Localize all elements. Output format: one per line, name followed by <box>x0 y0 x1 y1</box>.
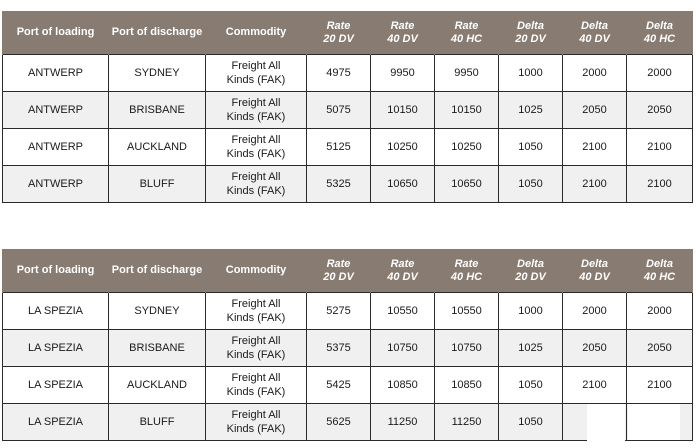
table-row <box>3 129 693 166</box>
cell-delta-20dv: 1050 <box>499 166 563 203</box>
header-commodity: Commodity <box>206 11 307 55</box>
cell-port-of-loading: ANTWERP <box>3 166 109 203</box>
cell-delta-40hc: 2100 <box>627 367 693 404</box>
cell-commodity: Freight All Kinds (FAK) <box>206 367 307 404</box>
cell-delta-40dv: 2050 <box>563 330 627 367</box>
cell-rate-20dv: 5075 <box>307 92 371 129</box>
cell-rate-40hc: 10750 <box>435 330 499 367</box>
cell-rate-20dv: 5425 <box>307 367 371 404</box>
cell-port-of-discharge: BRISBANE <box>109 330 206 367</box>
cell-port-of-discharge: SYDNEY <box>109 55 206 92</box>
cell-rate-40dv: 10250 <box>371 129 435 166</box>
header-port-of-discharge: Port of discharge <box>109 11 206 55</box>
header-port-of-discharge: Port of discharge <box>109 249 206 293</box>
cell-delta-20dv: 1000 <box>499 55 563 92</box>
table-row <box>3 166 693 203</box>
cell-rate-40hc: 10550 <box>435 293 499 330</box>
cell-commodity: Freight All Kinds (FAK) <box>206 404 307 441</box>
cell-rate-40hc: 10650 <box>435 166 499 203</box>
table-header-row <box>3 249 693 293</box>
cell-rate-40dv: 9950 <box>371 55 435 92</box>
cell-rate-40dv: 10750 <box>371 330 435 367</box>
cell-delta-40hc: 2050 <box>627 330 693 367</box>
cell-port-of-discharge: AUCKLAND <box>109 129 206 166</box>
cell-rate-40dv: 10550 <box>371 293 435 330</box>
cell-delta-20dv: 1050 <box>499 367 563 404</box>
cell-delta-20dv: 1000 <box>499 293 563 330</box>
cell-rate-20dv: 5325 <box>307 166 371 203</box>
cell-rate-20dv: 5125 <box>307 129 371 166</box>
header-rate-40hc: Rate 40 HC <box>435 11 499 55</box>
cell-delta-40dv: 2050 <box>563 92 627 129</box>
cell-commodity: Freight All Kinds (FAK) <box>206 293 307 330</box>
cell-port-of-discharge: BLUFF <box>109 404 206 441</box>
header-port-of-loading: Port of loading <box>3 249 109 293</box>
cell-rate-40dv: 10150 <box>371 92 435 129</box>
cell-rate-40hc: 10150 <box>435 92 499 129</box>
cell-rate-40dv: 11250 <box>371 404 435 441</box>
cell-rate-20dv: 5375 <box>307 330 371 367</box>
header-delta-40dv: Delta 40 DV <box>563 249 627 293</box>
cell-port-of-loading: LA SPEZIA <box>3 330 109 367</box>
cell-delta-40hc: 2050 <box>627 92 693 129</box>
header-delta-40hc: Delta 40 HC <box>627 249 693 293</box>
header-rate-40dv: Rate 40 DV <box>371 249 435 293</box>
header-delta-20dv: Delta 20 DV <box>499 249 563 293</box>
cell-port-of-discharge: SYDNEY <box>109 293 206 330</box>
cell-port-of-loading: ANTWERP <box>3 55 109 92</box>
redaction-patch <box>628 404 680 440</box>
cell-port-of-discharge: BRISBANE <box>109 92 206 129</box>
cell-rate-40dv: 10850 <box>371 367 435 404</box>
cell-commodity: Freight All Kinds (FAK) <box>206 129 307 166</box>
cell-delta-40hc: 2100 <box>627 166 693 203</box>
header-rate-40dv: Rate 40 DV <box>371 11 435 55</box>
header-delta-40hc: Delta 40 HC <box>627 11 693 55</box>
cell-rate-40hc: 11250 <box>435 404 499 441</box>
cell-rate-40hc: 10850 <box>435 367 499 404</box>
cell-delta-40dv: 2100 <box>563 166 627 203</box>
cell-delta-20dv: 1025 <box>499 92 563 129</box>
table-row <box>3 55 693 92</box>
table-row <box>3 367 693 404</box>
cell-delta-40dv: 2100 <box>563 129 627 166</box>
cell-commodity: Freight All Kinds (FAK) <box>206 166 307 203</box>
header-rate-40hc: Rate 40 HC <box>435 249 499 293</box>
table-header-row <box>3 11 693 55</box>
cell-delta-20dv: 1050 <box>499 404 563 441</box>
table-row <box>3 92 693 129</box>
cell-rate-20dv: 4975 <box>307 55 371 92</box>
cell-rate-40hc: 9950 <box>435 55 499 92</box>
cell-rate-40hc: 10250 <box>435 129 499 166</box>
header-rate-20dv: Rate 20 DV <box>307 11 371 55</box>
cell-rate-40dv: 10650 <box>371 166 435 203</box>
cell-delta-40hc: 2000 <box>627 293 693 330</box>
cell-commodity: Freight All Kinds (FAK) <box>206 330 307 367</box>
table-row <box>3 330 693 367</box>
cell-port-of-loading: LA SPEZIA <box>3 404 109 441</box>
cell-commodity: Freight All Kinds (FAK) <box>206 55 307 92</box>
cell-port-of-discharge: AUCKLAND <box>109 367 206 404</box>
rates-table-antwerp <box>2 11 693 203</box>
cell-port-of-loading: LA SPEZIA <box>3 367 109 404</box>
header-commodity: Commodity <box>206 249 307 293</box>
cell-port-of-discharge: BLUFF <box>109 166 206 203</box>
cell-port-of-loading: ANTWERP <box>3 92 109 129</box>
cell-rate-20dv: 5625 <box>307 404 371 441</box>
header-port-of-loading: Port of loading <box>3 11 109 55</box>
cell-delta-40dv: 2000 <box>563 293 627 330</box>
header-rate-20dv: Rate 20 DV <box>307 249 371 293</box>
header-delta-20dv: Delta 20 DV <box>499 11 563 55</box>
cell-delta-40dv: 2000 <box>563 55 627 92</box>
redaction-patch <box>587 404 625 442</box>
cell-delta-20dv: 1050 <box>499 129 563 166</box>
table-row <box>3 293 693 330</box>
cell-port-of-loading: LA SPEZIA <box>3 293 109 330</box>
cell-commodity: Freight All Kinds (FAK) <box>206 92 307 129</box>
cell-delta-40hc: 2000 <box>627 55 693 92</box>
header-delta-40dv: Delta 40 DV <box>563 11 627 55</box>
cell-port-of-loading: ANTWERP <box>3 129 109 166</box>
cell-rate-20dv: 5275 <box>307 293 371 330</box>
cell-delta-20dv: 1025 <box>499 330 563 367</box>
cell-delta-40dv: 2100 <box>563 367 627 404</box>
cell-delta-40hc: 2100 <box>627 129 693 166</box>
